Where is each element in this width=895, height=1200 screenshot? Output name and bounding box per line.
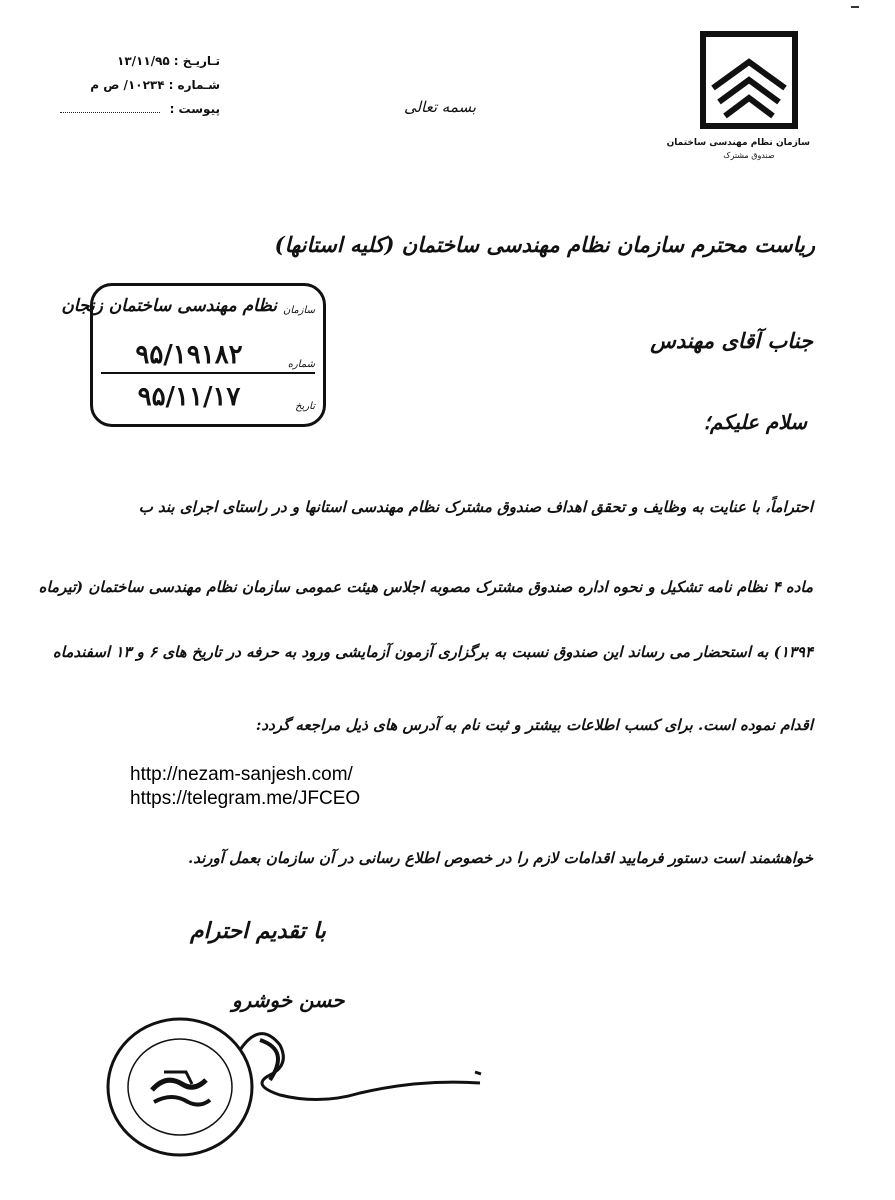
stamp-date-value: ۹۵/۱۱/۱۷	[137, 382, 241, 412]
signer-name: حسن خوشرو	[232, 988, 345, 1012]
body-line-3: ۱۳۹۴) به استحضار می رساند این صندوق نسبت به برگزاری آزمون آزمایشی ورود به حرفه در تاریخ های ۶ و ۱۳ اسفندماه	[52, 643, 813, 661]
stamp-org-row	[61, 296, 315, 316]
letter-meta	[60, 54, 220, 126]
regards: با تقدیم احترام	[190, 918, 326, 944]
meta-number-value: ۱۰۲۳۴/ ص م	[90, 78, 165, 92]
handwritten-signature	[150, 1010, 490, 1120]
stamp-date-row	[101, 382, 315, 412]
links-block	[130, 763, 360, 811]
meta-number-row	[60, 78, 220, 102]
stamp-org-label: سازمان	[282, 305, 315, 316]
stamp-number-row	[101, 340, 315, 374]
stamp-org-value: نظام مهندسی ساختمان زنجان	[61, 296, 277, 316]
meta-number-label: شـماره :	[168, 78, 220, 92]
basmala: بسمه تعالی	[403, 98, 477, 116]
stamp-number-label: شماره	[287, 359, 315, 370]
greeting: سلام علیکم؛	[703, 410, 807, 434]
logo-fund-name: صندوق مشترک	[723, 151, 775, 160]
meta-attachment-label: پیوست :	[169, 102, 220, 116]
scan-mark	[851, 6, 859, 8]
body-line-2: ماده ۴ نظام نامه تشکیل و نحوه اداره صندوق مشترک مصوبه اجلاس هیئت عمومی سازمان نظام مهندسی ساختمان (تیرماه	[38, 578, 813, 596]
body-line-1: احتراماً، با عنایت به وظایف و تحقق اهداف صندوق مشترک نظام مهندسی استانها و در راستای اجرای بند ب	[138, 498, 813, 516]
addressee-line: ریاست محترم سازمان نظام مهندسی ساختمان (کلیه استانها)	[274, 232, 815, 257]
addressee-title: جناب آقای مهندس	[650, 328, 813, 353]
body-line-4: اقدام نموده است. برای کسب اطلاعات بیشتر و ثبت نام به آدرس های ذیل مراجعه گردد:	[255, 716, 813, 734]
website-link[interactable]: http://nezam-sanjesh.com/	[130, 764, 353, 785]
received-stamp	[61, 283, 326, 427]
stamp-date-label: تاریخ	[295, 401, 315, 412]
meta-date-value: ۱۳/۱۱/۹۵	[117, 54, 170, 68]
organization-logo	[666, 30, 810, 180]
meta-attachment-blank	[60, 102, 160, 113]
stamp-number-value: ۹۵/۱۹۱۸۲	[135, 340, 243, 370]
meta-attachment-row	[60, 102, 220, 126]
closing-request: خواهشمند است دستور فرمایید اقدامات لازم را در خصوص اطلاع رسانی در آن سازمان بعمل آورند.	[188, 849, 813, 867]
telegram-link[interactable]: https://telegram.me/JFCEO	[130, 788, 361, 809]
meta-date-row	[60, 54, 220, 78]
logo-org-name: سازمان نظام مهندسی ساختمان	[666, 138, 810, 148]
meta-date-label: تـاریـخ :	[173, 54, 220, 68]
engineering-organization-logo-icon	[699, 30, 799, 130]
